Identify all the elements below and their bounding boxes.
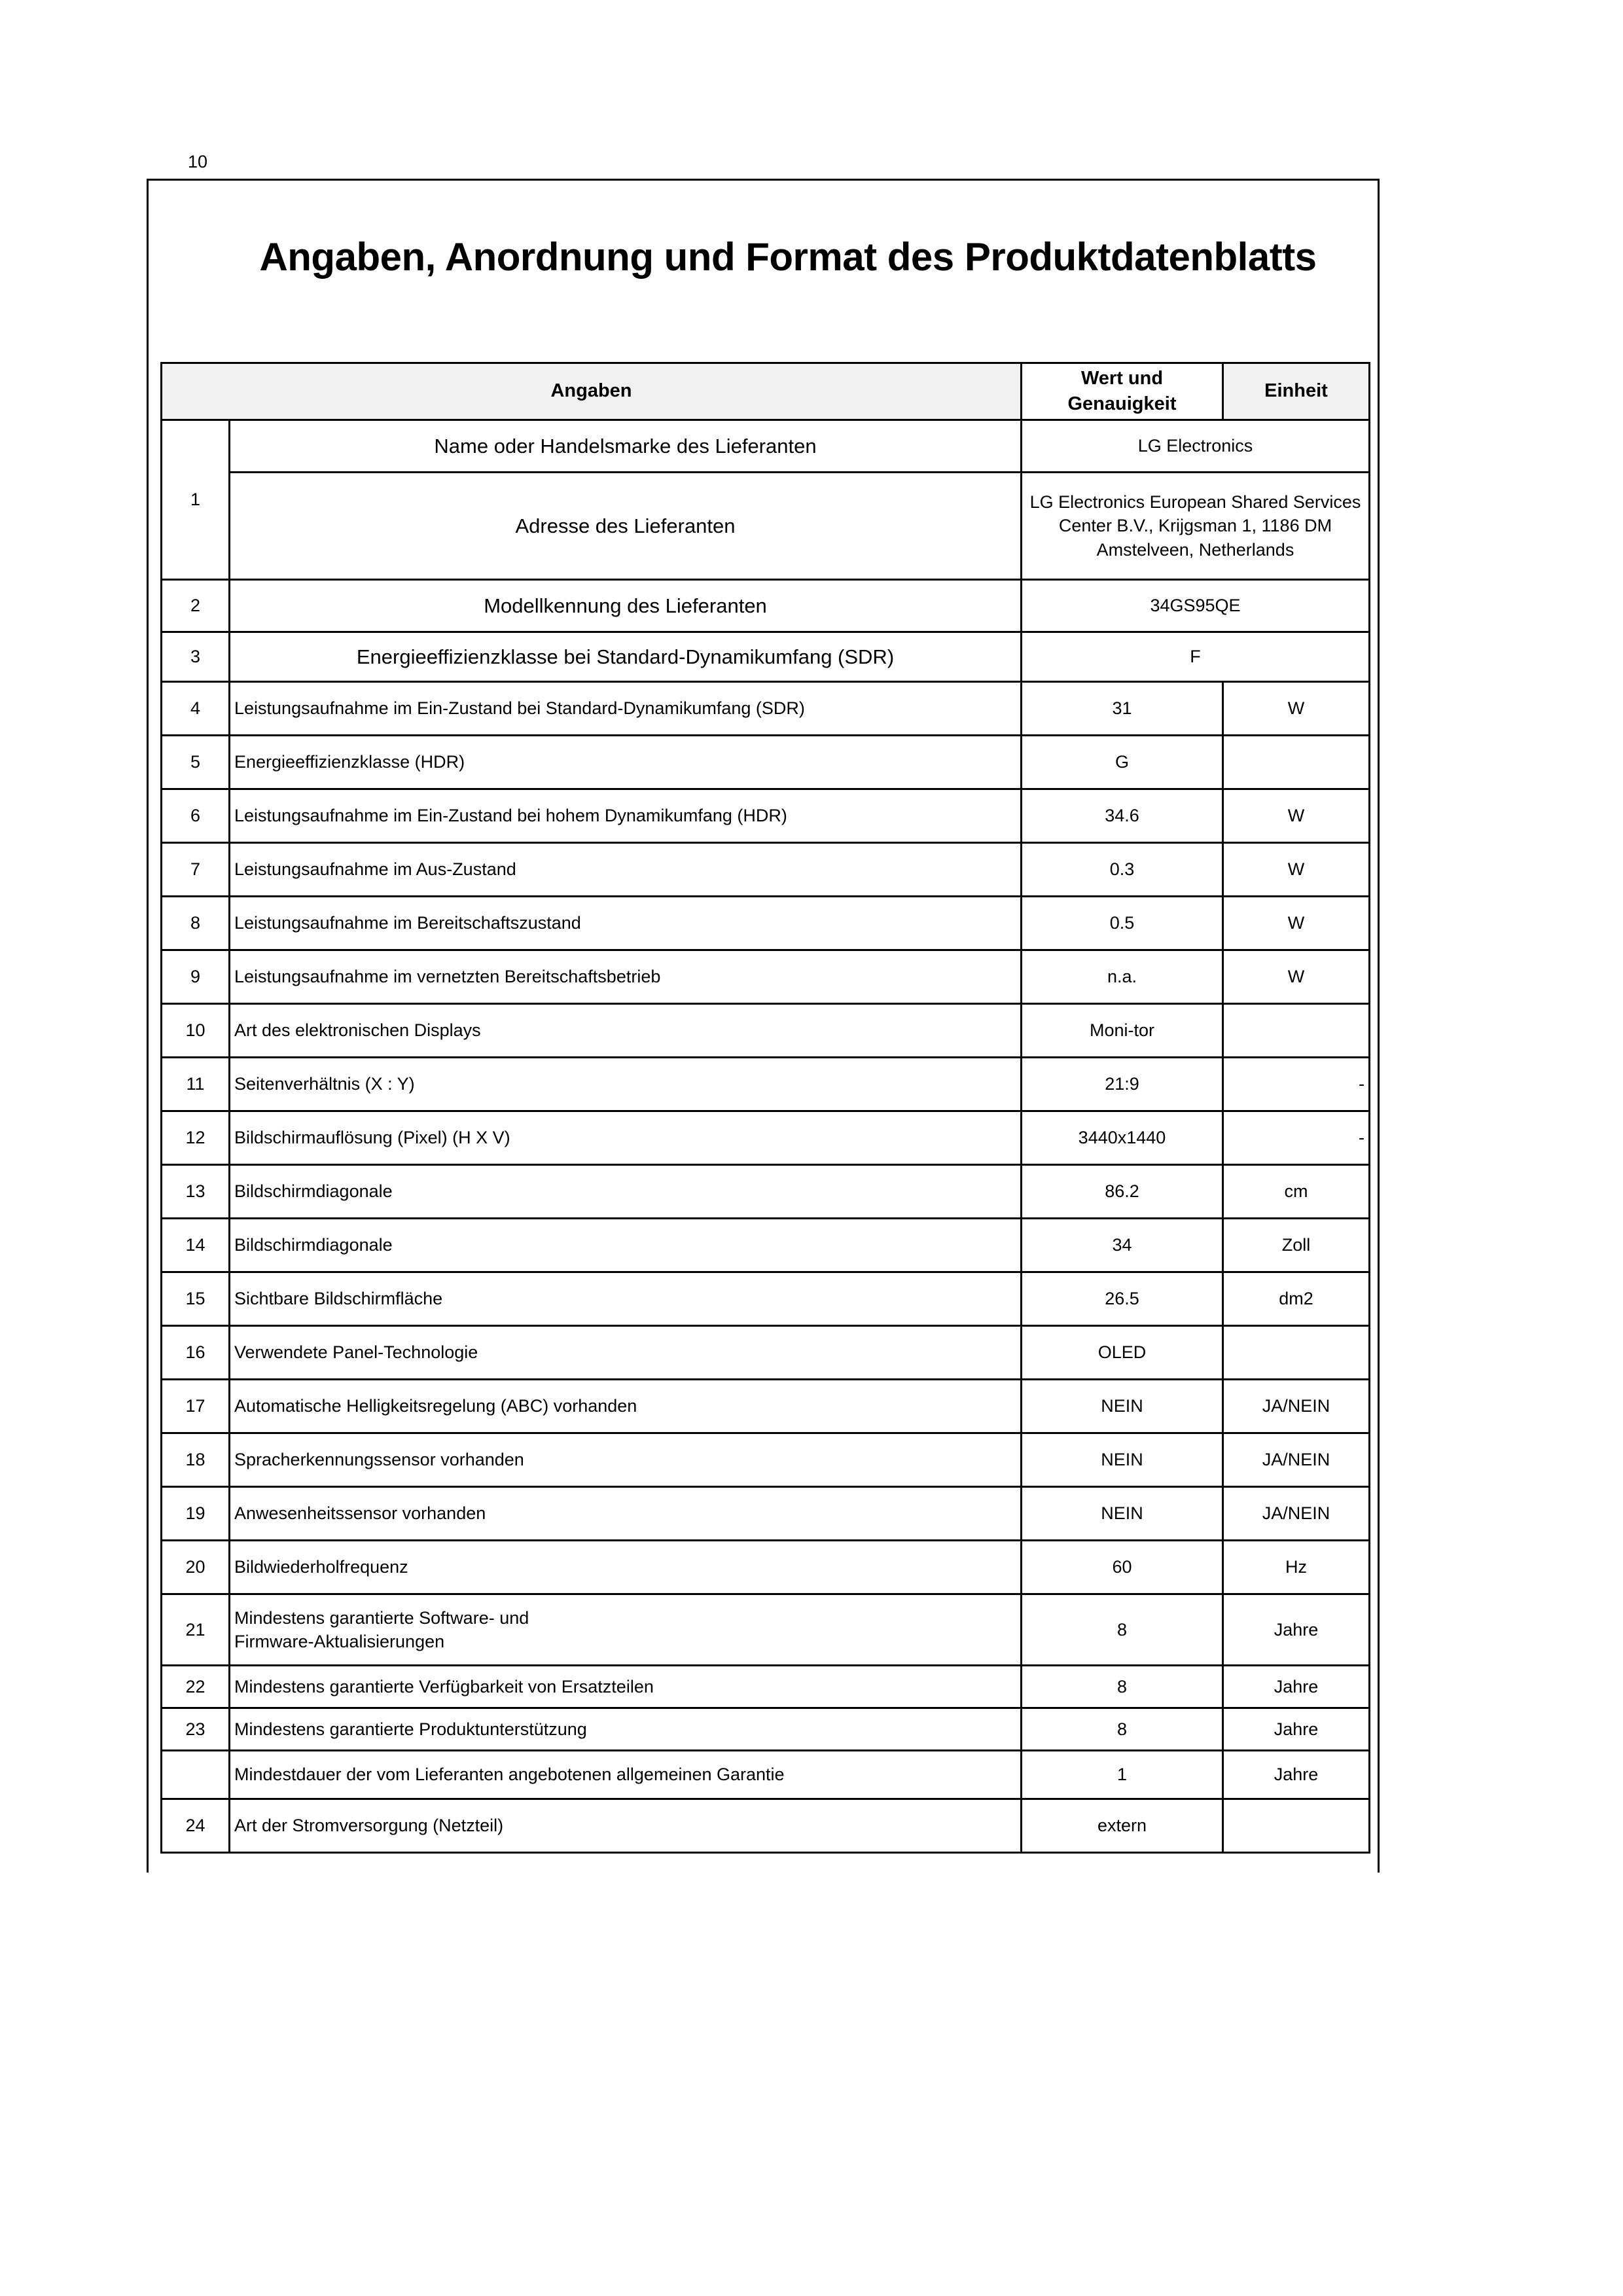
row-label: Leistungsaufnahme im Ein-Zustand bei hohem Dynamikumfang (HDR) — [230, 789, 1022, 843]
header-angaben: Angaben — [162, 363, 1022, 420]
model-label: Modellkennung des Lieferanten — [230, 580, 1022, 632]
row-number: 8 — [162, 897, 230, 950]
row-label: Sichtbare Bildschirmfläche — [230, 1272, 1022, 1326]
row-label: Art der Stromversorgung (Netzteil) — [230, 1799, 1022, 1853]
address-line: Amstelveen, Netherlands — [1096, 539, 1294, 560]
table-row — [162, 736, 1370, 789]
supplier-name-row — [162, 420, 1370, 473]
row-value: extern — [1022, 1799, 1223, 1853]
row-label: Automatische Helligkeitsregelung (ABC) vorhanden — [230, 1380, 1022, 1433]
table-row — [162, 1541, 1370, 1594]
row-unit — [1223, 1326, 1370, 1380]
row-label: Spracherkennungssensor vorhanden — [230, 1433, 1022, 1487]
row-value: Moni-tor — [1022, 1004, 1223, 1058]
table-row — [162, 1487, 1370, 1541]
row-value: 0.5 — [1022, 897, 1223, 950]
row-label: Mindestens garantierte Produktunterstützung — [230, 1708, 1022, 1751]
table-row — [162, 950, 1370, 1004]
row-unit: - — [1223, 1058, 1370, 1111]
row-value: 60 — [1022, 1541, 1223, 1594]
row-unit: dm2 — [1223, 1272, 1370, 1326]
table-row — [162, 843, 1370, 897]
row-label: Bildschirmdiagonale — [230, 1219, 1022, 1272]
table-row — [162, 1666, 1370, 1708]
sdr-class-value: F — [1022, 632, 1370, 682]
row-label: Mindestens garantierte Software- und Firmware-Aktualisierungen — [230, 1594, 1022, 1666]
table-row — [162, 1272, 1370, 1326]
row-value: 8 — [1022, 1708, 1223, 1751]
row-number — [162, 1751, 230, 1799]
header-wert: Wert und Genauigkeit — [1022, 363, 1223, 420]
row-label: Leistungsaufnahme im Bereitschaftszustand — [230, 897, 1022, 950]
row-number: 15 — [162, 1272, 230, 1326]
row-unit: Jahre — [1223, 1594, 1370, 1666]
row-unit: W — [1223, 682, 1370, 736]
row-value: 8 — [1022, 1666, 1223, 1708]
row-value: 0.3 — [1022, 843, 1223, 897]
supplier-name-value: LG Electronics — [1022, 420, 1370, 473]
row-label: Anwesenheitssensor vorhanden — [230, 1487, 1022, 1541]
row-value: 8 — [1022, 1594, 1223, 1666]
page-number: 10 — [188, 152, 208, 171]
table-row — [162, 1219, 1370, 1272]
table-row — [162, 1751, 1370, 1799]
row-value: 86.2 — [1022, 1165, 1223, 1219]
supplier-address-row — [162, 473, 1370, 580]
row-unit: Zoll — [1223, 1219, 1370, 1272]
row-value: 34 — [1022, 1219, 1223, 1272]
model-value: 34GS95QE — [1022, 580, 1370, 632]
row-number: 5 — [162, 736, 230, 789]
row-unit: JA/NEIN — [1223, 1487, 1370, 1541]
row-unit: cm — [1223, 1165, 1370, 1219]
table-row — [162, 1433, 1370, 1487]
row-number: 11 — [162, 1058, 230, 1111]
row-number: 14 — [162, 1219, 230, 1272]
supplier-address-value — [1022, 473, 1370, 580]
table-row — [162, 1111, 1370, 1165]
row-number: 12 — [162, 1111, 230, 1165]
row-value: G — [1022, 736, 1223, 789]
row-value: 3440x1440 — [1022, 1111, 1223, 1165]
row-label: Leistungsaufnahme im vernetzten Bereitschaftsbetrieb — [230, 950, 1022, 1004]
address-line: LG Electronics European Shared Services — [1029, 492, 1361, 512]
model-row — [162, 580, 1370, 632]
row-number: 20 — [162, 1541, 230, 1594]
table-row — [162, 1165, 1370, 1219]
row-unit: JA/NEIN — [1223, 1380, 1370, 1433]
row-unit: W — [1223, 843, 1370, 897]
table-row — [162, 1326, 1370, 1380]
row-value: 31 — [1022, 682, 1223, 736]
row-number: 23 — [162, 1708, 230, 1751]
row-value: OLED — [1022, 1326, 1223, 1380]
header-einheit: Einheit — [1223, 363, 1370, 420]
row-number: 3 — [162, 632, 230, 682]
row-unit — [1223, 1799, 1370, 1853]
row-value: n.a. — [1022, 950, 1223, 1004]
document-title: Angaben, Anordnung und Format des Produktdatenblatts — [259, 235, 1317, 279]
row-unit: Hz — [1223, 1541, 1370, 1594]
row-value: NEIN — [1022, 1487, 1223, 1541]
table-header-row — [162, 363, 1370, 420]
row-label: Energieeffizienzklasse (HDR) — [230, 736, 1022, 789]
table-row — [162, 1799, 1370, 1853]
row-label: Art des elektronischen Displays — [230, 1004, 1022, 1058]
sdr-class-row — [162, 632, 1370, 682]
supplier-address-label: Adresse des Lieferanten — [230, 473, 1022, 580]
row-unit — [1223, 1004, 1370, 1058]
row-label: Mindestens garantierte Verfügbarkeit von Ersatzteilen — [230, 1666, 1022, 1708]
row-number: 24 — [162, 1799, 230, 1853]
row-value: 21:9 — [1022, 1058, 1223, 1111]
row-label: Bildwiederholfrequenz — [230, 1541, 1022, 1594]
row-label: Leistungsaufnahme im Ein-Zustand bei Standard-Dynamikumfang (SDR) — [230, 682, 1022, 736]
table-row — [162, 682, 1370, 736]
table-row — [162, 789, 1370, 843]
row-value: 1 — [1022, 1751, 1223, 1799]
table-row — [162, 1594, 1370, 1666]
row-value: 34.6 — [1022, 789, 1223, 843]
row-number: 21 — [162, 1594, 230, 1666]
row-number: 4 — [162, 682, 230, 736]
row-number: 18 — [162, 1433, 230, 1487]
row-number: 2 — [162, 580, 230, 632]
row-unit: W — [1223, 897, 1370, 950]
row-label: Verwendete Panel-Technologie — [230, 1326, 1022, 1380]
row-number: 22 — [162, 1666, 230, 1708]
row-unit — [1223, 736, 1370, 789]
row-label: Leistungsaufnahme im Aus-Zustand — [230, 843, 1022, 897]
table-row — [162, 1058, 1370, 1111]
row-unit: Jahre — [1223, 1666, 1370, 1708]
row-number: 17 — [162, 1380, 230, 1433]
row-value: NEIN — [1022, 1433, 1223, 1487]
product-datasheet-table — [160, 362, 1370, 1854]
table-row — [162, 1708, 1370, 1751]
row-unit: W — [1223, 789, 1370, 843]
row-number: 19 — [162, 1487, 230, 1541]
row-number: 6 — [162, 789, 230, 843]
row-number: 13 — [162, 1165, 230, 1219]
row-value: NEIN — [1022, 1380, 1223, 1433]
address-line: Center B.V., Krijgsman 1, 1186 DM — [1058, 516, 1332, 536]
row-unit: W — [1223, 950, 1370, 1004]
table-row — [162, 897, 1370, 950]
table-row — [162, 1380, 1370, 1433]
row-number: 9 — [162, 950, 230, 1004]
row-label: Bildschirmdiagonale — [230, 1165, 1022, 1219]
row-unit: Jahre — [1223, 1751, 1370, 1799]
row-unit: JA/NEIN — [1223, 1433, 1370, 1487]
row-unit: Jahre — [1223, 1708, 1370, 1751]
row-number: 1 — [162, 420, 230, 580]
row-label: Bildschirmauflösung (Pixel) (H X V) — [230, 1111, 1022, 1165]
sdr-class-label: Energieeffizienzklasse bei Standard-Dynamikumfang (SDR) — [230, 632, 1022, 682]
row-value: 26.5 — [1022, 1272, 1223, 1326]
row-label: Mindestdauer der vom Lieferanten angebotenen allgemeinen Garantie — [230, 1751, 1022, 1799]
row-number: 16 — [162, 1326, 230, 1380]
row-unit: - — [1223, 1111, 1370, 1165]
supplier-name-label: Name oder Handelsmarke des Lieferanten — [230, 420, 1022, 473]
table-row — [162, 1004, 1370, 1058]
row-label: Seitenverhältnis (X : Y) — [230, 1058, 1022, 1111]
row-number: 7 — [162, 843, 230, 897]
row-number: 10 — [162, 1004, 230, 1058]
